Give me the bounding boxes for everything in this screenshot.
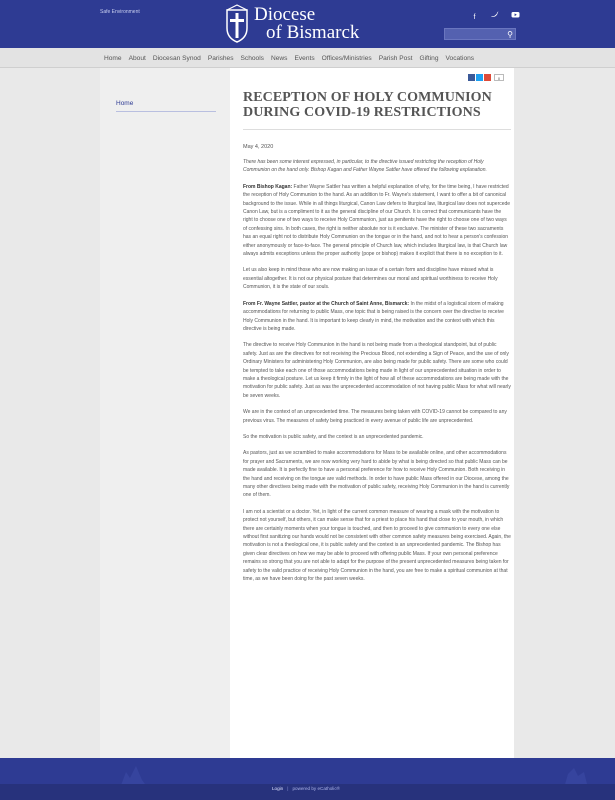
share-toolbar [468, 74, 505, 81]
youtube-icon[interactable] [511, 10, 520, 19]
paragraph-lead: From Fr. Wayne Sattler, pastor at the Church of Saint Anne, Bismarck: [243, 300, 410, 307]
logo-text [254, 6, 359, 42]
article-paragraph [243, 300, 511, 334]
diocese-logo[interactable] [224, 4, 394, 44]
facebook-share-icon[interactable] [468, 74, 475, 81]
article-paragraph: I am not a scientist or a doctor. Yet, in light of the current common measure of wearing a mask with the motivation to protect not yourself, but others, it can make sense that for a priest to place his hand that close to your mouth, in which there are certainly moments when your tongue is touched, and then to proceed to give communion to every one else without first sanitizing our hands would not be consistent with other common safety measures being exercised. Again, the motivation is not a theological one, it is public safety and the context is an unprecedented pandemic. The Bishop has given clear directives on how we may be able to proceed with offering public Mass. If your own personal preference remains so strong that you are not able to adapt for the purpose of the present unprecedented measures being taken for safety to the valid practice of receiving Holy Communion in the hand, you are free to make a spiritual communion at that time, as we have been doing for the past seven weeks. [243, 508, 511, 583]
sidebar [100, 68, 230, 758]
nav-item-about[interactable]: About [128, 54, 146, 62]
paragraph-text: Father Wayne Sattler has written a helpful explanation of why, for the time being, I have restricted the reception of Holy Communion to the hand. As an addition to Fr. Wayne's statement, I want to offer a bit of canonical background to the issue. While in all things liturgical, Canon Law defers to liturgical law, liturgical law does not supercede Canon Law, but is a compliment to it as the general discipline of our Church. It is correct that communicants have the right to choose one of two ways to receive Holy Communion, just as penitents have the right to choose one of two ways of confessing sins. In both cases, the right is neither absolute nor is it exclusive. The minister of these two sacraments has an equal right not to distribute Holy Communion on the tongue or in the hand, and not to hear a person's confession either anonymously or face-to-face. The general principle of Church law, which includes liturgical law, is that Church law always admits exceptions unless the proper authority (pope or bishop) makes it explicit that there is no exception to it. [243, 183, 511, 258]
article [243, 90, 511, 583]
nav-item-vocations[interactable]: Vocations [445, 54, 475, 62]
footer-separator: | [287, 786, 289, 791]
twitter-share-icon[interactable] [476, 74, 483, 81]
nav-item-offices-ministries[interactable]: Offices/Ministries [321, 54, 372, 62]
paragraph-lead: From Bishop Kagan: [243, 183, 293, 190]
article-paragraph: Let us also keep in mind those who are now making an issue of a certain form and discipline have missed what is essential altogether. It is not our physical posture that determines our moral and spiritual worthiness to receive Holy Communion, it is the state of our souls. [243, 267, 498, 291]
search-icon[interactable]: ⚲ [507, 30, 513, 39]
article-paragraph: As pastors, just as we scrambled to make accommodations for Mass to be available online, and other accommodations for prayer and Sacraments, we are now working very hard to abide by what is being directed so that public Mass can be made available. It is perfectly fine to have a personal preference for how to receive Holy Communion. Both receiving in the hand and receiving on the tongue are valid methods. In order to have public Mass offered in our Diocese, among the many other directives being made with the motivation of public safety, receiving Holy Communion in the hand is currently one of them. [243, 450, 510, 499]
footer-links [272, 786, 340, 791]
login-link[interactable]: Login [272, 786, 284, 791]
nav-item-parish-post[interactable]: Parish Post [378, 54, 413, 62]
powered-by-link[interactable]: powered by eCatholic® [292, 786, 341, 791]
article-intro: There has been some interest expressed, in particular, to the directive issued restricting the reception of Holy Communion on the hand only. Bishop Kagan and Father Wayne Sattler have offered the following explanation. [243, 159, 487, 174]
article-paragraph [243, 183, 511, 259]
paragraph-text: In the midst of a logistical storm of making accommodations for returning to public Mass, one topic that is being raised is the concern over the directive to receive Holy Communion in the hand. It is important to keep clearly in mind, the motivation and the context with which this directive is being made. [243, 300, 504, 332]
logo-line-2: of Bismarck [266, 22, 360, 43]
search-input[interactable] [444, 28, 516, 40]
nav-item-schools[interactable]: Schools [240, 54, 264, 62]
social-links [470, 6, 527, 24]
twitter-icon[interactable] [490, 10, 499, 19]
facebook-icon[interactable]: f [473, 14, 476, 21]
logo-cross-icon [224, 4, 250, 44]
logo-line-1: Diocese [254, 4, 316, 25]
article-paragraph: We are in the context of an unprecedented time. The measures being taken with COVID-19 cannot be compared to any previous virus. The measures of safety being practiced in every avenue of public life are unprecedented. [243, 409, 507, 424]
page-title: RECEPTION OF HOLY COMMUNION DURING COVID-19 RESTRICTIONS [243, 90, 492, 120]
share-count: 0 [494, 74, 504, 81]
article-paragraph: So the motivation is public safety, and the context is an unprecedented pandemic. [243, 433, 424, 440]
site-header [0, 0, 615, 48]
article-paragraph: The directive to receive Holy Communion in the hand is not being made from a theological standpoint, but of public safety. Just as are the directives for not receiving the Precious Blood, not extending a Sign of Peace, and the use of only Ordinary Ministers for administering Holy Communion, are also being made for public safety. There are some who could be tempted to take each one of those accommodations being made in light of our unprecedented situation in order to make a theological posture. Let us keep it firmly in the light of how all of these accommodations are being made with the motivation for public safety. Just as was the unprecedented accommodation of not having public Mass for what will nearly be seven weeks. [243, 342, 511, 399]
nav-item-news[interactable]: News [270, 54, 288, 62]
title-divider [243, 129, 511, 130]
nav-items [104, 48, 481, 68]
nav-item-parishes[interactable]: Parishes [207, 54, 234, 62]
google-plus-share-icon[interactable] [484, 74, 491, 81]
nav-item-diocesan-synod[interactable]: Diocesan Synod [152, 54, 201, 62]
nav-item-home[interactable]: Home [104, 54, 122, 62]
nav-item-events[interactable]: Events [294, 54, 315, 62]
article-date: May 4, 2020 [243, 144, 274, 150]
main-nav [0, 48, 615, 68]
safe-environment-link[interactable]: Safe Environment [100, 9, 140, 15]
sidebar-item-home[interactable]: Home [116, 100, 216, 112]
nav-item-gifting[interactable]: Gifting [419, 54, 439, 62]
site-footer [0, 758, 615, 800]
